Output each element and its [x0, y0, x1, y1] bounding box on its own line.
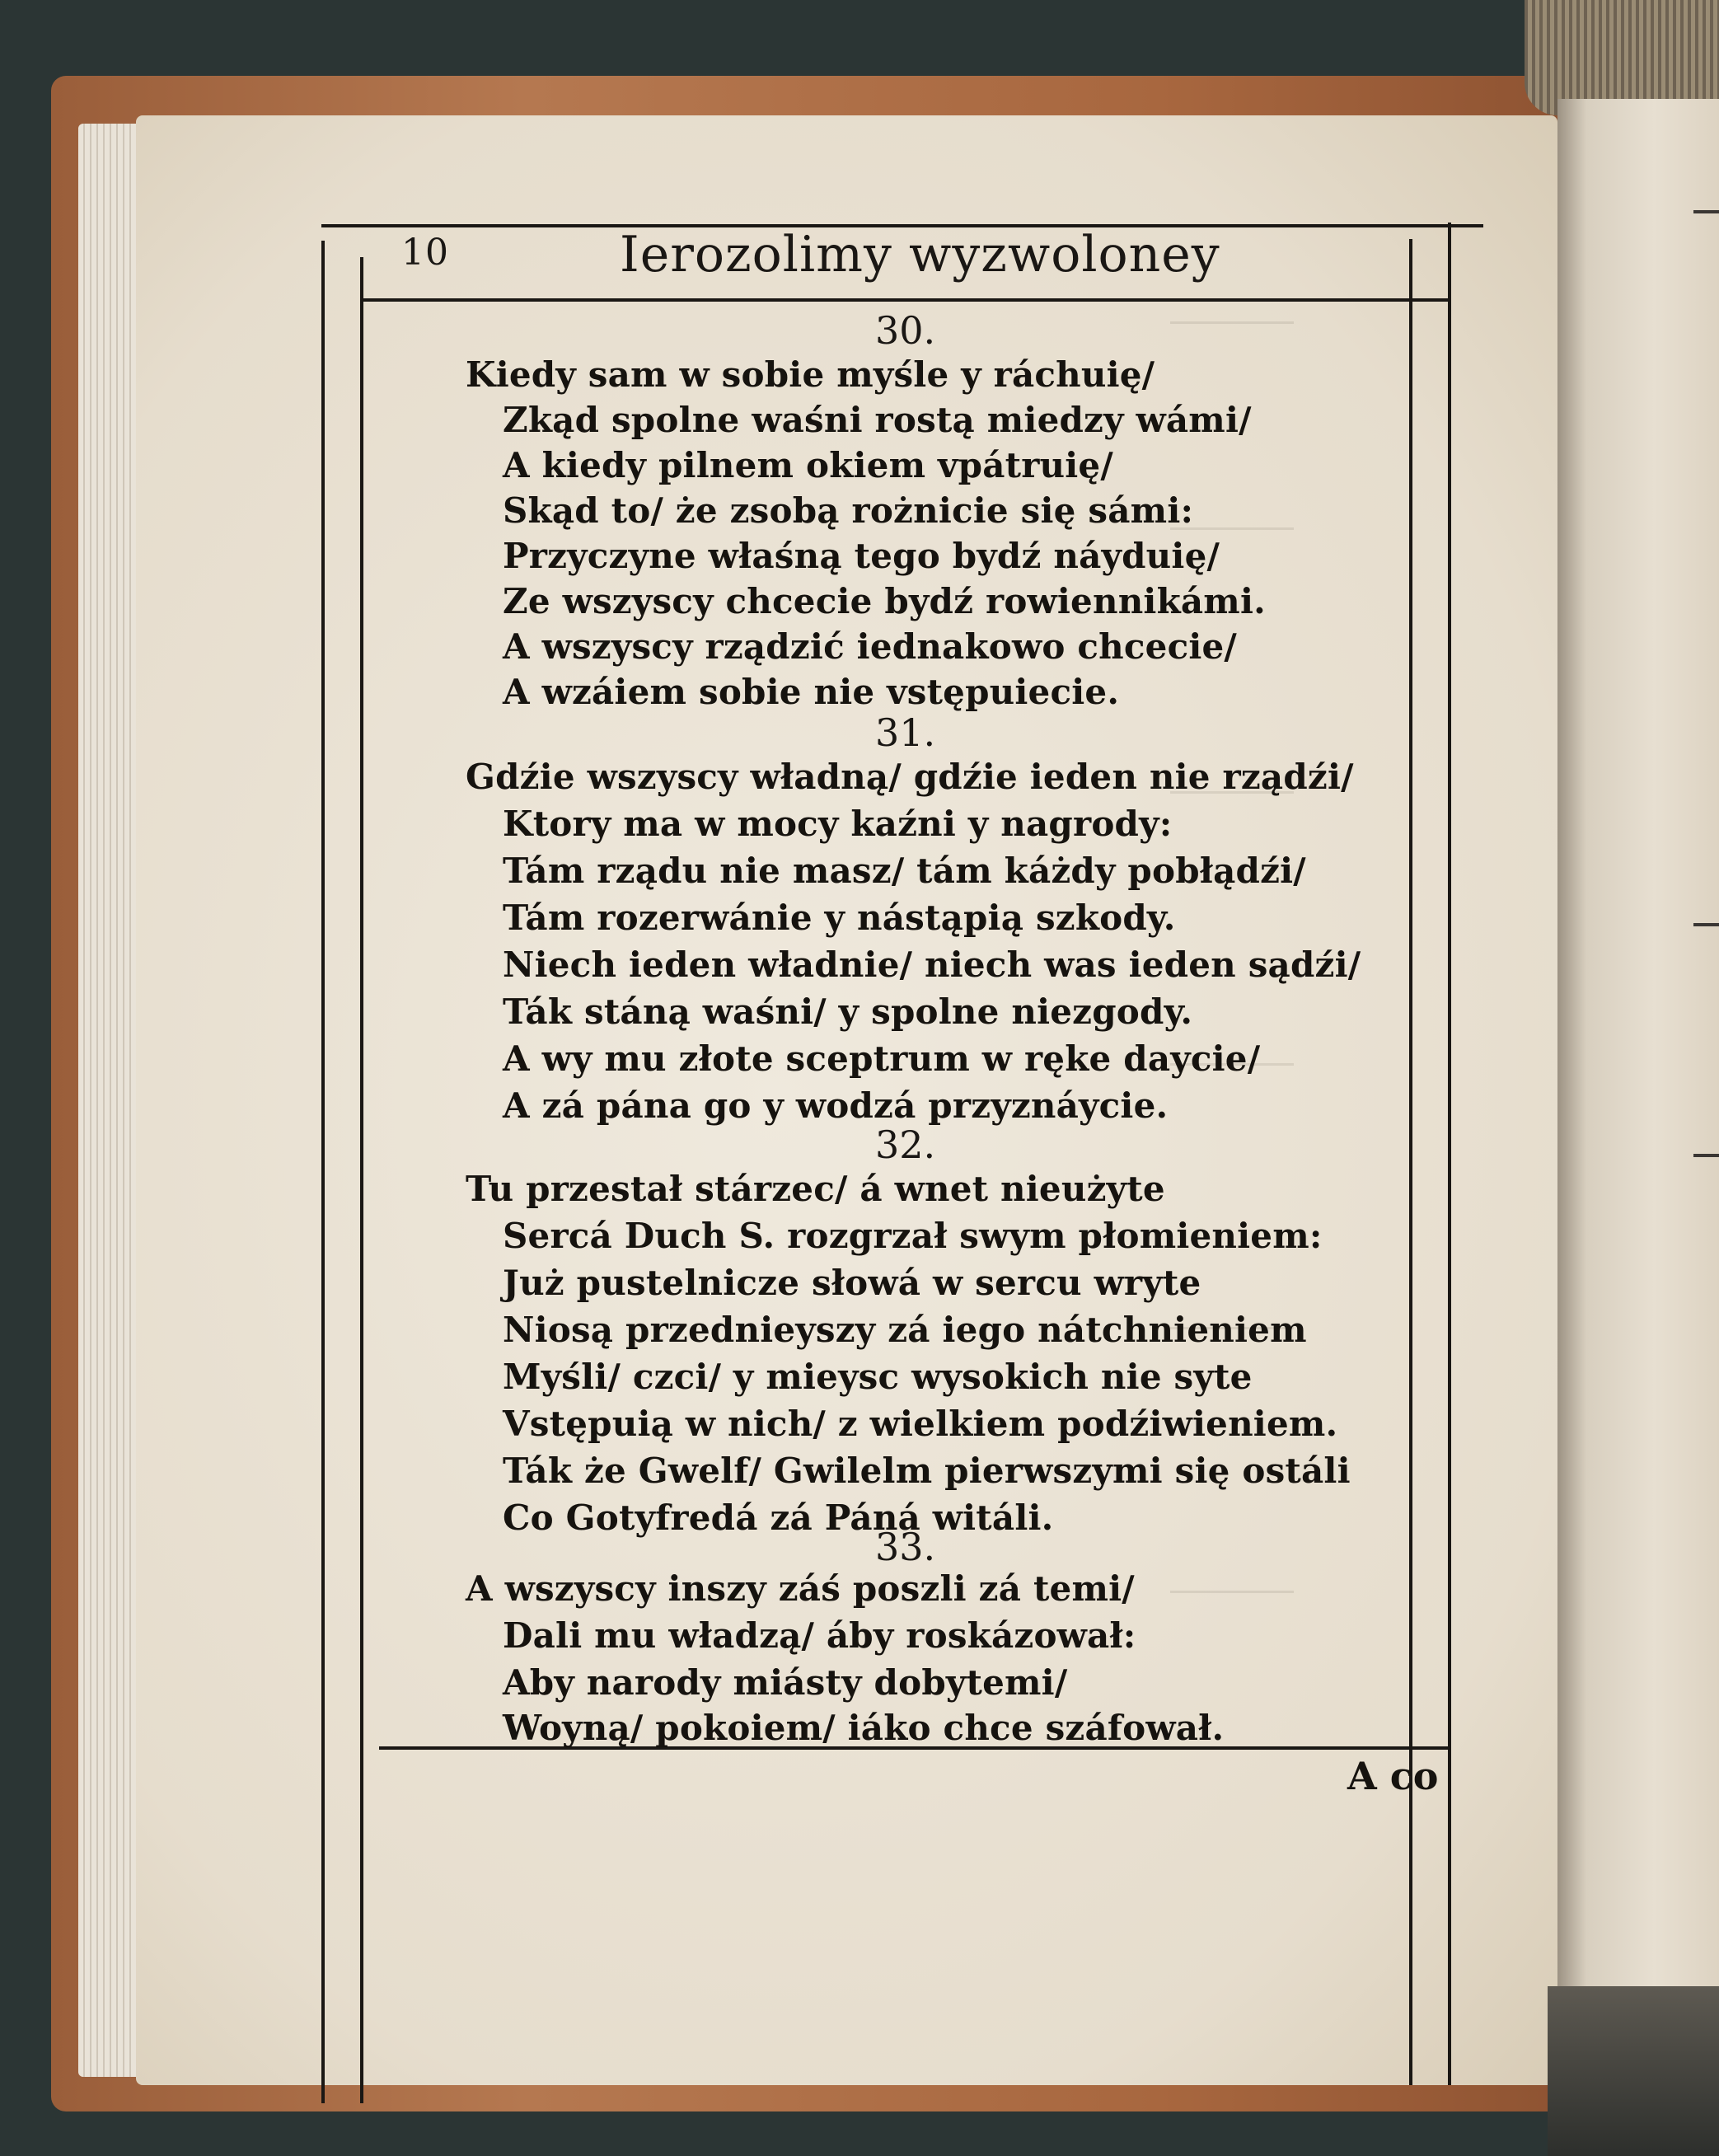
book-bottom-edge: [1548, 1986, 1719, 2156]
stanza-number: 30.: [875, 308, 936, 353]
stanza-number: 32.: [875, 1123, 936, 1167]
verse-line: Zkąd spolne waśni rostą miedzy wámi/: [503, 400, 1252, 440]
page-number: 10: [401, 232, 449, 274]
verse-line: Aby narody miásty dobytemi/: [503, 1662, 1068, 1703]
show-through: [1170, 321, 1294, 324]
book-spine-edge: [1525, 0, 1719, 115]
show-through: [1170, 1591, 1294, 1593]
facing-page-text-fragment: [1693, 210, 1719, 213]
verse-line: Ktory ma w mocy kaźni y nagrody:: [503, 804, 1173, 844]
frame-rule-left-inner: [360, 257, 363, 2103]
stanza-number: 31.: [875, 710, 936, 755]
verse-line: A zá pána go y wodzá przyznáycie.: [503, 1085, 1169, 1126]
stanza-number: 33.: [875, 1525, 936, 1569]
verse-line: Woyną/ pokoiem/ iáko chce száfował.: [503, 1708, 1225, 1748]
verse-line: Tám rozerwánie y nástąpią szkody.: [503, 898, 1176, 938]
verse-line: Ták stáną waśni/ y spolne niezgody.: [503, 991, 1193, 1032]
verse-line: Ze wszyscy chcecie bydź rowiennikámi.: [503, 581, 1266, 621]
verse-line: Kiedy sam w sobie myśle y ráchuię/: [466, 354, 1155, 395]
verse-line: A wzáiem sobie nie vstępuiecie.: [503, 672, 1120, 712]
verse-line: Gdźie wszyscy władną/ gdźie ieden nie rządźi/: [466, 757, 1354, 797]
frame-rule-right-outer: [1448, 223, 1451, 2085]
verse-line: A wy mu złote sceptrum w ręke daycie/: [503, 1038, 1261, 1079]
verse-line: A kiedy pilnem okiem vpátruię/: [503, 445, 1113, 485]
verse-line: Tu przestał stárzec/ á wnet nieużyte: [466, 1169, 1165, 1209]
verse-line: Tám rządu nie masz/ tám káżdy pobłądźi/: [503, 851, 1306, 891]
verse-line: Już pustelnicze słowá w sercu wryte: [503, 1263, 1201, 1303]
facing-page: [1557, 99, 1719, 2052]
verse-line: Co Gotyfredá zá Páná witáli.: [503, 1497, 1054, 1538]
header-rule-bottom: [363, 298, 1450, 302]
verse-line: Myśli/ czci/ y mieysc wysokich nie syte: [503, 1357, 1253, 1397]
verse-line: A wszyscy rządzić iednakowo chcecie/: [503, 626, 1237, 667]
verse-line: Przyczyne właśną tego bydź náyduię/: [503, 536, 1220, 576]
frame-rule-left-outer: [321, 241, 325, 2103]
facing-page-text-fragment: [1693, 923, 1719, 926]
verse-line: Skąd to/ że zsobą rożnicie się sámi:: [503, 490, 1194, 531]
facing-page-text-fragment: [1693, 1154, 1719, 1157]
verse-line: Niosą przednieyszy zá iego nátchnieniem: [503, 1310, 1307, 1350]
verse-line: Niech ieden władnie/ niech was ieden sądźi/: [503, 944, 1361, 985]
verse-line: Dali mu władzą/ áby roskázował:: [503, 1615, 1136, 1656]
verse-line: Ták że Gwelf/ Gwilelm pierwszymi się ostáli: [503, 1451, 1351, 1491]
verse-line: Sercá Duch S. rozgrzał swym płomieniem:: [503, 1216, 1323, 1256]
catchword: A co: [1347, 1754, 1439, 1798]
running-title: Ierozolimy wyzwoloney: [620, 226, 1220, 284]
verse-line: A wszyscy inszy záś poszli zá temi/: [466, 1568, 1135, 1609]
frame-rule-right-inner: [1409, 239, 1412, 2085]
verse-line: Vstępuią w nich/ z wielkiem podźiwieniem.: [503, 1404, 1338, 1444]
